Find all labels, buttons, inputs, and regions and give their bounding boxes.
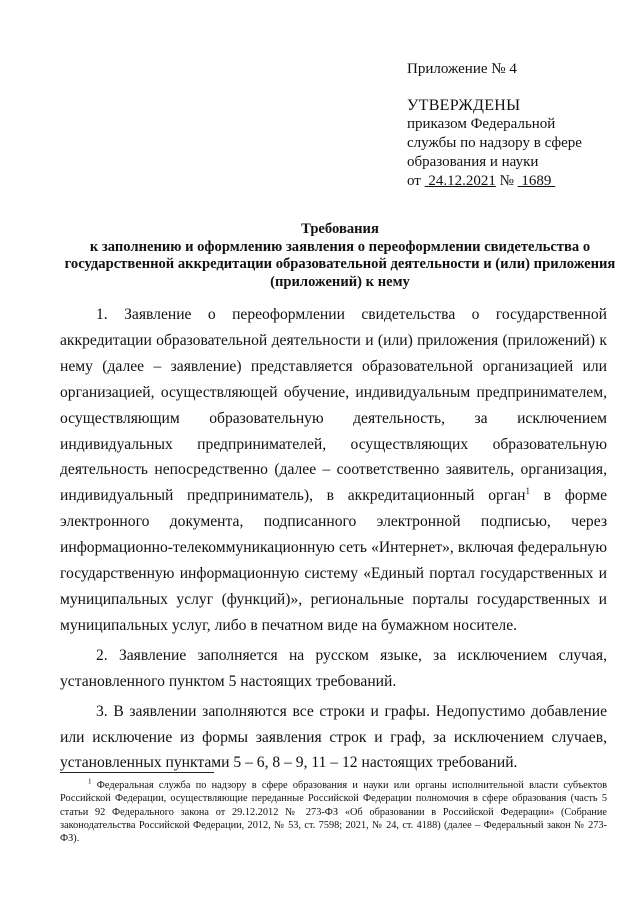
number-sign: № bbox=[499, 173, 514, 189]
approval-line-1: приказом Федеральной bbox=[407, 116, 556, 132]
paragraph-3: 3. В заявлении заполняются все строки и графы. Недопустимо добавление или исключение из формы заявления строк и граф, за исключением случаев, установленных пунктами 5 – 6, 8 – 9, 11 – 12 настоящих требований. bbox=[60, 702, 607, 772]
footnote-separator bbox=[60, 772, 214, 773]
approval-line-3: образования и науки bbox=[407, 154, 539, 170]
approval-line-2: службы по надзору в сфере bbox=[407, 135, 582, 151]
paragraph-2: 2. Заявление заполняется на русском языке, за исключением случая, установленного пунктом 5 настоящих требований. bbox=[60, 646, 607, 690]
title-heading: Требования bbox=[301, 221, 379, 237]
footnote bbox=[60, 779, 607, 845]
footnote-reference: 1 bbox=[525, 486, 530, 497]
paragraph-1: 1. Заявление о переоформлении свидетельства о государственной аккредитации образовательной деятельности и (или) приложения (приложений) к нему (далее – заявление) представляется образовательной организацией или организацией, осуществляющей обучение, индивидуальным предпринимателем, осуществляющим образовательную деятельность, за исключением индивидуальных предпринимателей, осуществляющих образовательную деятельность непосредственно (далее – соответственно заявитель, организация, индивидуальный предприниматель), в аккредитационный орган$^1$ в форме электронного документа, подписанного электронной подписью, через информационно-телекоммуникационную сеть «Интернет», включая федеральную государственную информационную систему «Единый портал государственных и муниципальных услуг (функций)», региональные порталы государственных и муниципальных услуг, либо в печатном виде на бумажном носителе. bbox=[60, 306, 607, 634]
order-number: 1689 bbox=[521, 173, 552, 189]
appendix-number: Приложение № 4 bbox=[407, 61, 517, 77]
footnote-mark: 1 bbox=[88, 777, 92, 786]
document-body bbox=[60, 302, 607, 776]
approval-date-line bbox=[407, 172, 627, 191]
title-subtitle: к заполнению и оформлению заявления о переоформлении свидетельства о государственной аккредитации образовательной деятельности и (или) приложения (приложений) к нему bbox=[64, 238, 616, 290]
approval-stamp bbox=[407, 60, 627, 191]
date-prefix: от bbox=[407, 173, 421, 189]
approved-heading: УТВЕРЖДЕНЫ bbox=[407, 97, 521, 114]
document-title bbox=[60, 221, 620, 291]
order-date: 24.12.2021 bbox=[428, 173, 496, 189]
footnote-text: Федеральная служба по надзору в сфере образования и науки или органы исполнительной власти субъектов Российской Федерации, осуществляющие переданные Российской Федерации полномочия в сфере образования (часть 5 статьи 92 Федерального закона от 29.12.2012 № 273-ФЗ «Об образовании в Российской Федерации» (Собрание законодательства Российской Федерации, 2012, № 53, ст. 7598; 2021, № 24, ст. 4188) (далее – Федеральный закон № 273-ФЗ). bbox=[60, 780, 607, 845]
